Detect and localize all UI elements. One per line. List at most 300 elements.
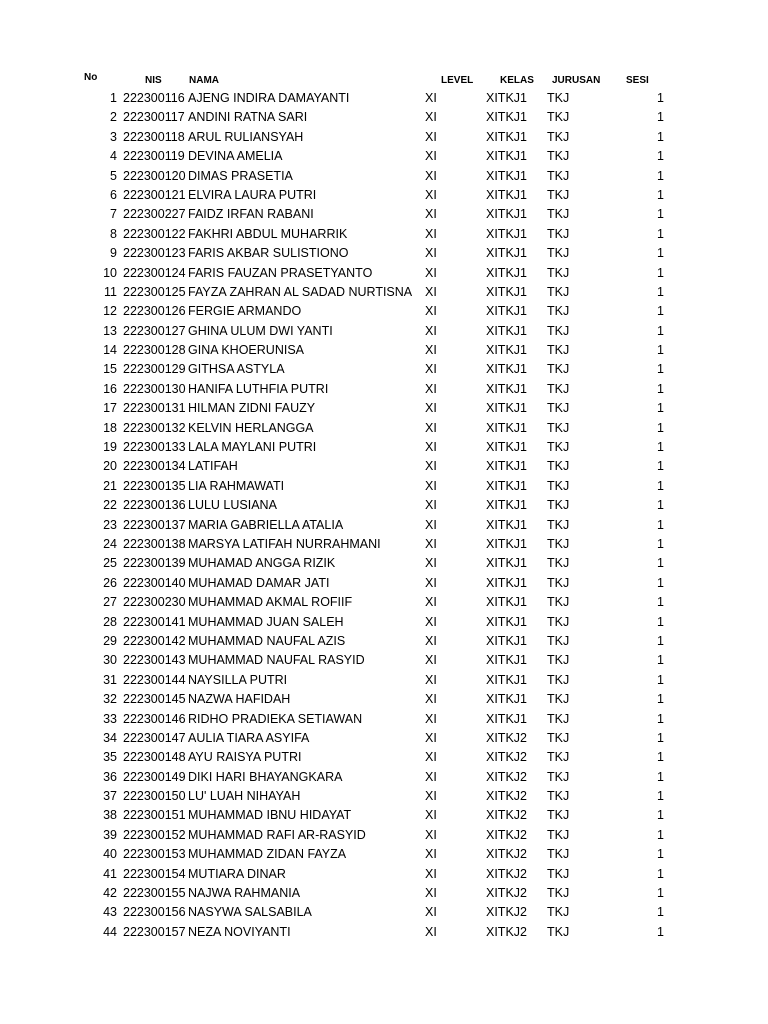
student-session: 1 <box>657 381 664 396</box>
student-session: 1 <box>657 750 664 765</box>
student-class: XITKJ1 <box>486 149 527 164</box>
student-class: XITKJ1 <box>486 653 527 668</box>
student-nis: 222300142 <box>123 633 186 648</box>
student-session: 1 <box>657 149 664 164</box>
student-nis: 222300117 <box>123 110 185 125</box>
table-row <box>0 806 768 825</box>
student-level: XI <box>425 750 437 765</box>
student-name: HANIFA LUTHFIA PUTRI <box>188 381 329 396</box>
student-session: 1 <box>657 226 664 241</box>
table-row <box>0 399 768 418</box>
student-nis: 222300156 <box>123 905 186 920</box>
row-number: 17 <box>103 401 117 416</box>
student-level: XI <box>425 478 437 493</box>
student-major: TKJ <box>547 207 570 222</box>
student-session: 1 <box>657 614 664 629</box>
student-level: XI <box>425 614 437 629</box>
student-name: FAKHRI ABDUL MUHARRIK <box>188 226 348 241</box>
row-number: 22 <box>103 498 117 513</box>
student-name: DIMAS PRASETIA <box>188 168 293 183</box>
row-number: 13 <box>103 323 117 338</box>
student-nis: 222300116 <box>123 91 185 105</box>
student-name: RIDHO PRADIEKA SETIAWAN <box>188 711 363 726</box>
student-level: XI <box>425 226 437 241</box>
student-nis: 222300157 <box>123 924 186 939</box>
student-level: XI <box>425 440 437 455</box>
student-name: MARSYA LATIFAH NURRAHMANI <box>188 536 381 551</box>
student-major: TKJ <box>547 653 570 668</box>
student-session: 1 <box>657 478 664 493</box>
student-major: TKJ <box>547 808 570 823</box>
student-name: MUTIARA DINAR <box>188 866 286 881</box>
table-row <box>0 651 768 670</box>
table-row <box>0 729 768 748</box>
student-nis: 222300123 <box>123 246 186 261</box>
student-name: LALA MAYLANI PUTRI <box>188 440 317 455</box>
row-number: 1 <box>110 91 117 105</box>
student-level: XI <box>425 149 437 164</box>
student-name: MUHAMMAD RAFI AR-RASYID <box>188 827 366 842</box>
student-session: 1 <box>657 440 664 455</box>
student-name: LIA RAHMAWATI <box>188 478 285 493</box>
student-nis: 222300139 <box>123 556 186 571</box>
student-level: XI <box>425 789 437 804</box>
table-row <box>0 89 768 108</box>
student-level: XI <box>425 924 437 939</box>
student-class: XITKJ1 <box>486 440 527 455</box>
student-level: XI <box>425 459 437 474</box>
student-session: 1 <box>657 129 664 144</box>
student-major: TKJ <box>547 401 570 416</box>
student-name: ARUL RULIANSYAH <box>188 129 304 144</box>
student-name: ANDINI RATNA SARI <box>188 110 308 125</box>
student-class: XITKJ2 <box>486 769 527 784</box>
student-level: XI <box>425 886 437 901</box>
student-major: TKJ <box>547 614 570 629</box>
student-name: FARIS FAUZAN PRASETYANTO <box>188 265 373 280</box>
student-nis: 222300118 <box>123 129 185 144</box>
table-row <box>0 671 768 690</box>
student-nis: 222300132 <box>123 420 186 435</box>
student-name: AYU RAISYA PUTRI <box>188 750 302 765</box>
student-major: TKJ <box>547 769 570 784</box>
row-number: 21 <box>103 478 117 493</box>
student-major: TKJ <box>547 905 570 920</box>
row-number: 38 <box>103 808 117 823</box>
row-number: 34 <box>103 730 117 745</box>
student-level: XI <box>425 692 437 707</box>
student-level: XI <box>425 633 437 648</box>
student-session: 1 <box>657 711 664 726</box>
student-name: AULIA TIARA ASYIFA <box>188 730 310 745</box>
student-level: XI <box>425 575 437 590</box>
student-level: XI <box>425 401 437 416</box>
row-number: 11 <box>104 284 117 299</box>
table-row <box>0 264 768 283</box>
row-number: 18 <box>103 420 117 435</box>
student-class: XITKJ1 <box>486 711 527 726</box>
student-major: TKJ <box>547 633 570 648</box>
row-number: 44 <box>103 924 117 939</box>
student-major: TKJ <box>547 304 570 319</box>
student-major: TKJ <box>547 672 570 687</box>
student-session: 1 <box>657 498 664 513</box>
student-session: 1 <box>657 323 664 338</box>
student-class: XITKJ1 <box>486 556 527 571</box>
student-name: NAJWA RAHMANIA <box>188 886 301 901</box>
student-session: 1 <box>657 924 664 939</box>
student-nis: 222300227 <box>123 207 186 222</box>
student-session: 1 <box>657 459 664 474</box>
table-row <box>0 283 768 302</box>
student-name: HILMAN ZIDNI FAUZY <box>188 401 316 416</box>
student-session: 1 <box>657 692 664 707</box>
student-class: XITKJ1 <box>486 265 527 280</box>
student-major: TKJ <box>547 343 570 358</box>
row-number: 42 <box>103 886 117 901</box>
student-class: XITKJ1 <box>486 692 527 707</box>
student-major: TKJ <box>547 827 570 842</box>
row-number: 23 <box>103 517 117 532</box>
student-major: TKJ <box>547 730 570 745</box>
student-name: FAIDZ IRFAN RABANI <box>188 207 314 222</box>
table-row <box>0 748 768 767</box>
student-level: XI <box>425 905 437 920</box>
student-level: XI <box>425 653 437 668</box>
row-number: 14 <box>103 343 117 358</box>
student-class: XITKJ2 <box>486 827 527 842</box>
student-name: NAZWA HAFIDAH <box>188 692 291 707</box>
student-session: 1 <box>657 633 664 648</box>
student-session: 1 <box>657 653 664 668</box>
row-number: 20 <box>103 459 117 474</box>
student-name: MUHAMMAD AKMAL ROFIIF <box>188 595 353 610</box>
row-number: 3 <box>110 129 117 144</box>
student-nis: 222300120 <box>123 168 186 183</box>
student-session: 1 <box>657 110 664 125</box>
student-level: XI <box>425 304 437 319</box>
student-session: 1 <box>657 536 664 551</box>
student-name: MUHAMAD DAMAR JATI <box>188 575 330 590</box>
student-level: XI <box>425 265 437 280</box>
student-level: XI <box>425 246 437 261</box>
student-level: XI <box>425 187 437 202</box>
student-session: 1 <box>657 789 664 804</box>
table-row <box>0 516 768 535</box>
student-major: TKJ <box>547 711 570 726</box>
student-major: TKJ <box>547 536 570 551</box>
student-class: XITKJ1 <box>486 381 527 396</box>
table-row <box>0 710 768 729</box>
student-major: TKJ <box>547 886 570 901</box>
student-level: XI <box>425 866 437 881</box>
student-major: TKJ <box>547 924 570 939</box>
student-class: XITKJ1 <box>486 498 527 513</box>
student-session: 1 <box>657 575 664 590</box>
student-level: XI <box>425 730 437 745</box>
row-number: 31 <box>103 672 117 687</box>
student-name: GHINA ULUM DWI YANTI <box>188 323 333 338</box>
student-class: XITKJ1 <box>486 168 527 183</box>
row-number: 29 <box>103 633 117 648</box>
table-row <box>0 225 768 244</box>
row-number: 10 <box>103 265 117 280</box>
row-number: 24 <box>103 536 117 551</box>
student-nis: 222300140 <box>123 575 186 590</box>
student-level: XI <box>425 711 437 726</box>
student-nis: 222300135 <box>123 478 186 493</box>
student-session: 1 <box>657 847 664 862</box>
row-number: 25 <box>103 556 117 571</box>
student-session: 1 <box>657 672 664 687</box>
row-number: 36 <box>103 769 117 784</box>
student-name: FAYZA ZAHRAN AL SADAD NURTISNA <box>188 284 413 299</box>
table-row <box>0 845 768 864</box>
row-number: 19 <box>103 440 117 455</box>
student-session: 1 <box>657 265 664 280</box>
student-class: XITKJ1 <box>486 459 527 474</box>
student-name: FARIS AKBAR SULISTIONO <box>188 246 349 261</box>
student-name: LULU LUSIANA <box>188 498 277 513</box>
table-row <box>0 690 768 709</box>
student-class: XITKJ1 <box>486 207 527 222</box>
student-nis: 222300143 <box>123 653 186 668</box>
student-session: 1 <box>657 187 664 202</box>
student-nis: 222300154 <box>123 866 186 881</box>
table-row <box>0 380 768 399</box>
table-row <box>0 768 768 787</box>
student-level: XI <box>425 847 437 862</box>
student-name: LU' LUAH NIHAYAH <box>188 789 301 804</box>
student-class: XITKJ1 <box>486 420 527 435</box>
student-level: XI <box>425 207 437 222</box>
student-class: XITKJ1 <box>486 401 527 416</box>
table-row <box>0 108 768 127</box>
student-level: XI <box>425 110 437 125</box>
student-name: AJENG INDIRA DAMAYANTI <box>188 91 350 105</box>
student-nis: 222300127 <box>123 323 186 338</box>
student-major: TKJ <box>547 575 570 590</box>
student-level: XI <box>425 284 437 299</box>
student-nis: 222300122 <box>123 226 186 241</box>
student-session: 1 <box>657 517 664 532</box>
student-level: XI <box>425 595 437 610</box>
student-name: MUHAMMAD NAUFAL RASYID <box>188 653 365 668</box>
table-row <box>0 554 768 573</box>
student-major: TKJ <box>547 459 570 474</box>
student-name: FERGIE ARMANDO <box>188 304 302 319</box>
student-nis: 222300149 <box>123 769 186 784</box>
student-nis: 222300153 <box>123 847 186 862</box>
table-row <box>0 477 768 496</box>
student-nis: 222300152 <box>123 827 186 842</box>
student-nis: 222300144 <box>123 672 186 687</box>
student-class: XITKJ2 <box>486 886 527 901</box>
table-row <box>0 205 768 224</box>
row-number: 33 <box>103 711 117 726</box>
student-nis: 222300130 <box>123 381 186 396</box>
student-nis: 222300126 <box>123 304 186 319</box>
student-level: XI <box>425 827 437 842</box>
student-nis: 222300119 <box>123 149 185 164</box>
table-row <box>0 535 768 554</box>
student-class: XITKJ2 <box>486 750 527 765</box>
student-nis: 222300141 <box>123 614 186 629</box>
student-nis: 222300147 <box>123 730 186 745</box>
student-major: TKJ <box>547 866 570 881</box>
student-major: TKJ <box>547 750 570 765</box>
student-session: 1 <box>657 886 664 901</box>
student-session: 1 <box>657 420 664 435</box>
row-number: 2 <box>110 110 117 125</box>
student-nis: 222300155 <box>123 886 186 901</box>
student-nis: 222300146 <box>123 711 186 726</box>
student-major: TKJ <box>547 498 570 513</box>
student-nis: 222300134 <box>123 459 186 474</box>
student-major: TKJ <box>547 420 570 435</box>
student-nis: 222300124 <box>123 265 186 280</box>
student-session: 1 <box>657 168 664 183</box>
student-class: XITKJ1 <box>486 595 527 610</box>
table-row <box>0 322 768 341</box>
student-major: TKJ <box>547 323 570 338</box>
student-session: 1 <box>657 362 664 377</box>
student-class: XITKJ1 <box>486 536 527 551</box>
table-row <box>0 884 768 903</box>
row-number: 43 <box>103 905 117 920</box>
row-number: 37 <box>103 789 117 804</box>
student-class: XITKJ2 <box>486 924 527 939</box>
student-class: XITKJ2 <box>486 730 527 745</box>
row-number: 7 <box>110 207 117 222</box>
student-session: 1 <box>657 284 664 299</box>
row-number: 4 <box>110 149 117 164</box>
student-nis: 222300137 <box>123 517 186 532</box>
student-level: XI <box>425 769 437 784</box>
table-row <box>0 923 768 942</box>
table-row <box>0 341 768 360</box>
student-level: XI <box>425 91 437 105</box>
student-level: XI <box>425 536 437 551</box>
student-level: XI <box>425 168 437 183</box>
student-class: XITKJ1 <box>486 614 527 629</box>
student-class: XITKJ2 <box>486 866 527 881</box>
student-class: XITKJ1 <box>486 575 527 590</box>
student-class: XITKJ1 <box>486 633 527 648</box>
table-row <box>0 593 768 612</box>
student-nis: 222300151 <box>123 808 186 823</box>
student-major: TKJ <box>547 478 570 493</box>
student-major: TKJ <box>547 847 570 862</box>
student-nis: 222300129 <box>123 362 186 377</box>
header-nis: NIS <box>145 75 162 86</box>
header-jurusan: JURUSAN <box>552 75 601 86</box>
row-number: 16 <box>103 381 117 396</box>
student-name: ELVIRA LAURA PUTRI <box>188 187 317 202</box>
student-major: TKJ <box>547 265 570 280</box>
student-nis: 222300121 <box>123 187 186 202</box>
table-row <box>0 826 768 845</box>
header-no: No <box>84 72 98 83</box>
student-major: TKJ <box>547 556 570 571</box>
student-name: GINA KHOERUNISA <box>188 343 304 358</box>
row-number: 41 <box>103 866 117 881</box>
student-nis: 222300128 <box>123 343 186 358</box>
student-session: 1 <box>657 866 664 881</box>
student-session: 1 <box>657 808 664 823</box>
row-number: 12 <box>103 304 117 319</box>
student-nis: 222300138 <box>123 536 186 551</box>
student-major: TKJ <box>547 226 570 241</box>
student-level: XI <box>425 343 437 358</box>
student-major: TKJ <box>547 149 570 164</box>
student-nis: 222300150 <box>123 789 186 804</box>
table-row <box>0 787 768 806</box>
student-class: XITKJ1 <box>486 246 527 261</box>
student-level: XI <box>425 381 437 396</box>
student-class: XITKJ2 <box>486 789 527 804</box>
table-row <box>0 244 768 263</box>
table-row <box>0 167 768 186</box>
student-session: 1 <box>657 905 664 920</box>
table-row <box>0 613 768 632</box>
student-name: NEZA NOVIYANTI <box>188 924 291 939</box>
student-session: 1 <box>657 769 664 784</box>
table-row <box>0 903 768 922</box>
table-row <box>0 574 768 593</box>
student-class: XITKJ1 <box>486 362 527 377</box>
student-major: TKJ <box>547 110 570 125</box>
student-class: XITKJ1 <box>486 129 527 144</box>
student-class: XITKJ2 <box>486 905 527 920</box>
student-level: XI <box>425 498 437 513</box>
student-class: XITKJ1 <box>486 517 527 532</box>
table-row <box>0 865 768 884</box>
student-level: XI <box>425 672 437 687</box>
row-number: 28 <box>103 614 117 629</box>
header-kelas: KELAS <box>500 75 534 86</box>
student-level: XI <box>425 420 437 435</box>
student-name: DEVINA AMELIA <box>188 149 283 164</box>
student-class: XITKJ2 <box>486 808 527 823</box>
student-session: 1 <box>657 595 664 610</box>
student-session: 1 <box>657 556 664 571</box>
row-number: 9 <box>110 246 117 261</box>
student-session: 1 <box>657 304 664 319</box>
student-table-body <box>0 89 768 942</box>
student-session: 1 <box>657 207 664 222</box>
student-name: DIKI HARI BHAYANGKARA <box>188 769 343 784</box>
student-class: XITKJ1 <box>486 284 527 299</box>
student-name: NASYWA SALSABILA <box>188 905 312 920</box>
student-nis: 222300145 <box>123 692 186 707</box>
student-nis: 222300230 <box>123 595 186 610</box>
row-number: 27 <box>103 595 117 610</box>
table-row <box>0 302 768 321</box>
student-major: TKJ <box>547 595 570 610</box>
student-major: TKJ <box>547 129 570 144</box>
table-row <box>0 632 768 651</box>
student-level: XI <box>425 808 437 823</box>
student-nis: 222300131 <box>123 401 186 416</box>
student-name: MUHAMMAD NAUFAL AZIS <box>188 633 346 648</box>
student-class: XITKJ1 <box>486 478 527 493</box>
student-major: TKJ <box>547 91 570 105</box>
student-name: MUHAMAD ANGGA RIZIK <box>188 556 336 571</box>
student-name: KELVIN HERLANGGA <box>188 420 314 435</box>
row-number: 40 <box>103 847 117 862</box>
student-nis: 222300125 <box>123 284 186 299</box>
